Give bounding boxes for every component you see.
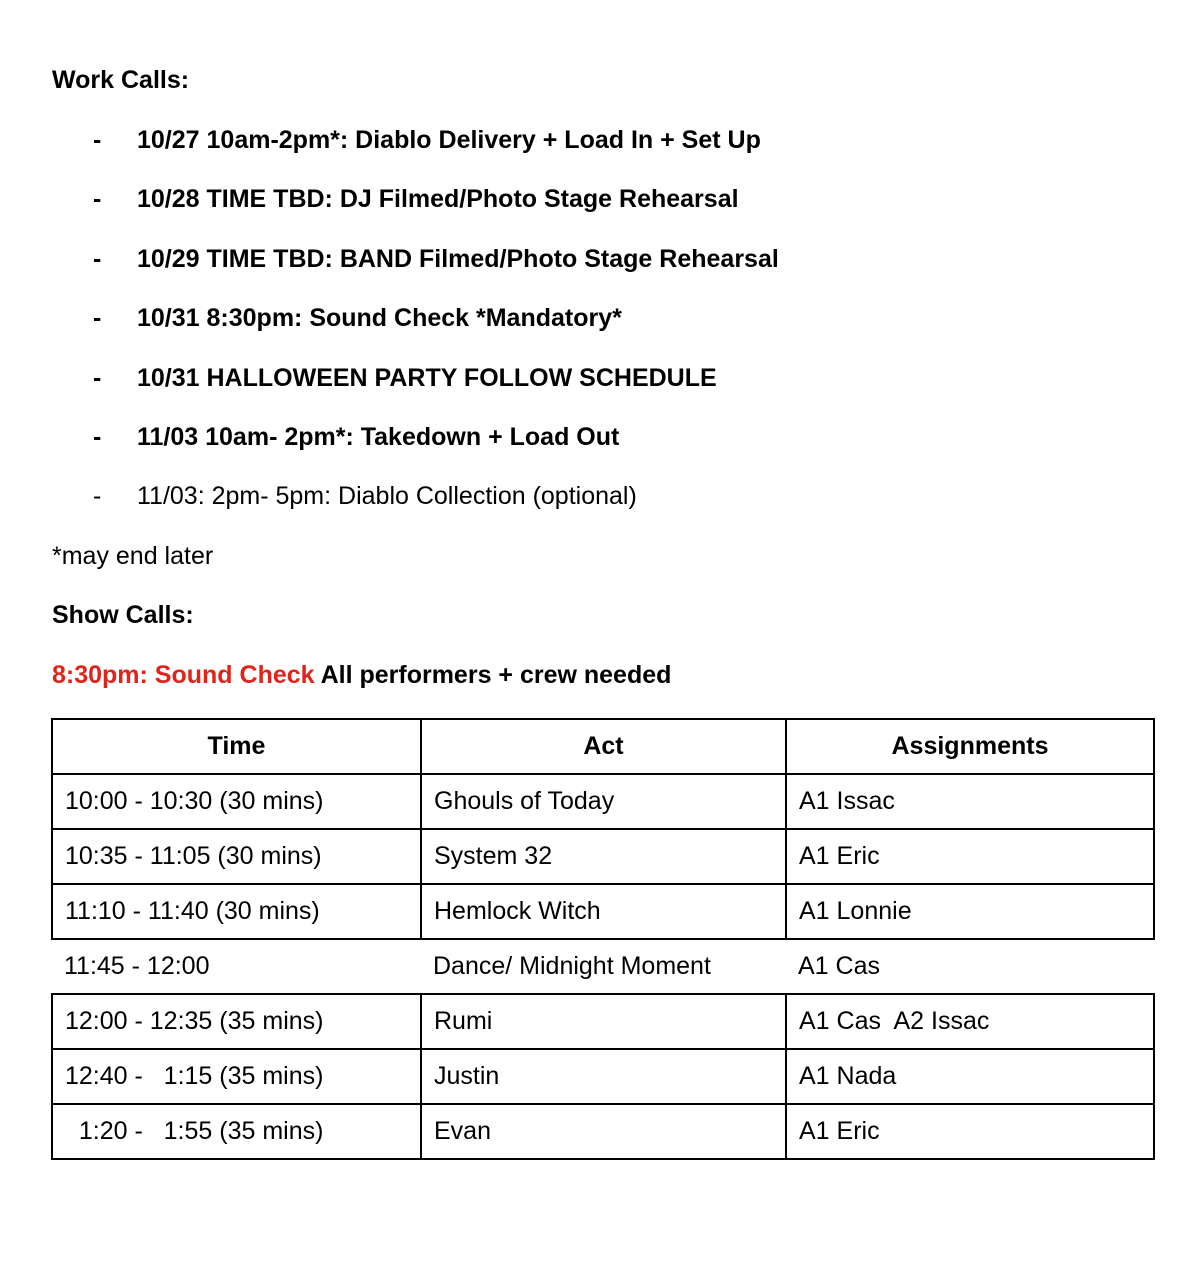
work-calls-heading: Work Calls: xyxy=(52,66,190,94)
show-calls-heading: Show Calls: xyxy=(52,601,194,629)
cell-assignment: A1 Cas xyxy=(798,952,880,980)
table-row xyxy=(52,884,1154,939)
cell-time: 1:20 - 1:55 (35 mins) xyxy=(52,1104,421,1159)
cell-assignment: A1 Cas A2 Issac xyxy=(786,994,1154,1049)
cell-act: Hemlock Witch xyxy=(421,884,786,939)
cell-time: 12:40 - 1:15 (35 mins) xyxy=(52,1049,421,1104)
header-time: Time xyxy=(52,719,421,774)
cell-time: 10:35 - 11:05 (30 mins) xyxy=(52,829,421,884)
work-call-text: 10/28 TIME TBD: DJ Filmed/Photo Stage Rehearsal xyxy=(137,185,739,213)
header-assignments: Assignments xyxy=(786,719,1154,774)
sound-check-line xyxy=(52,660,671,690)
cell-assignment: A1 Nada xyxy=(786,1049,1154,1104)
table-row xyxy=(52,1104,1154,1159)
cell-act: Ghouls of Today xyxy=(421,774,786,829)
cell-assignment: A1 Eric xyxy=(786,1104,1154,1159)
cell-time: 11:45 - 12:00 xyxy=(64,952,210,980)
footnote: *may end later xyxy=(52,542,214,570)
table-row xyxy=(52,1049,1154,1104)
bullet-dash: - xyxy=(93,482,102,510)
bullet-dash: - xyxy=(93,364,102,392)
table-header-row xyxy=(52,719,1154,774)
work-call-text: 10/31 8:30pm: Sound Check *Mandatory* xyxy=(137,304,622,332)
header-act: Act xyxy=(421,719,786,774)
table-row-unbordered xyxy=(52,939,1154,994)
sound-check-note: All performers + crew needed xyxy=(314,661,672,689)
cell-time: 10:00 - 10:30 (30 mins) xyxy=(52,774,421,829)
work-call-text: 11/03 10am- 2pm*: Takedown + Load Out xyxy=(137,423,620,451)
cell-act: System 32 xyxy=(421,829,786,884)
show-schedule-table xyxy=(51,718,1155,1160)
cell-time: 12:00 - 12:35 (35 mins) xyxy=(52,994,421,1049)
cell-time: 11:10 - 11:40 (30 mins) xyxy=(52,884,421,939)
cell-act: Justin xyxy=(421,1049,786,1104)
bullet-dash: - xyxy=(93,185,102,213)
bullet-dash: - xyxy=(93,304,102,332)
bullet-dash: - xyxy=(93,126,102,154)
cell-act: Rumi xyxy=(421,994,786,1049)
bullet-dash: - xyxy=(93,423,102,451)
cell-act: Evan xyxy=(421,1104,786,1159)
cell-assignment: A1 Lonnie xyxy=(786,884,1154,939)
work-call-text: 11/03: 2pm- 5pm: Diablo Collection (optional) xyxy=(137,482,637,510)
cell-assignment: A1 Issac xyxy=(786,774,1154,829)
work-call-text: 10/31 HALLOWEEN PARTY FOLLOW SCHEDULE xyxy=(137,364,717,392)
table-row xyxy=(52,994,1154,1049)
work-call-text: 10/29 TIME TBD: BAND Filmed/Photo Stage Rehearsal xyxy=(137,245,779,273)
bullet-dash: - xyxy=(93,245,102,273)
sound-check-time: 8:30pm: Sound Check xyxy=(52,661,315,689)
table-row xyxy=(52,829,1154,884)
cell-act: Dance/ Midnight Moment xyxy=(433,952,711,980)
work-call-text: 10/27 10am-2pm*: Diablo Delivery + Load In + Set Up xyxy=(137,126,761,154)
cell-assignment: A1 Eric xyxy=(786,829,1154,884)
table-row xyxy=(52,774,1154,829)
